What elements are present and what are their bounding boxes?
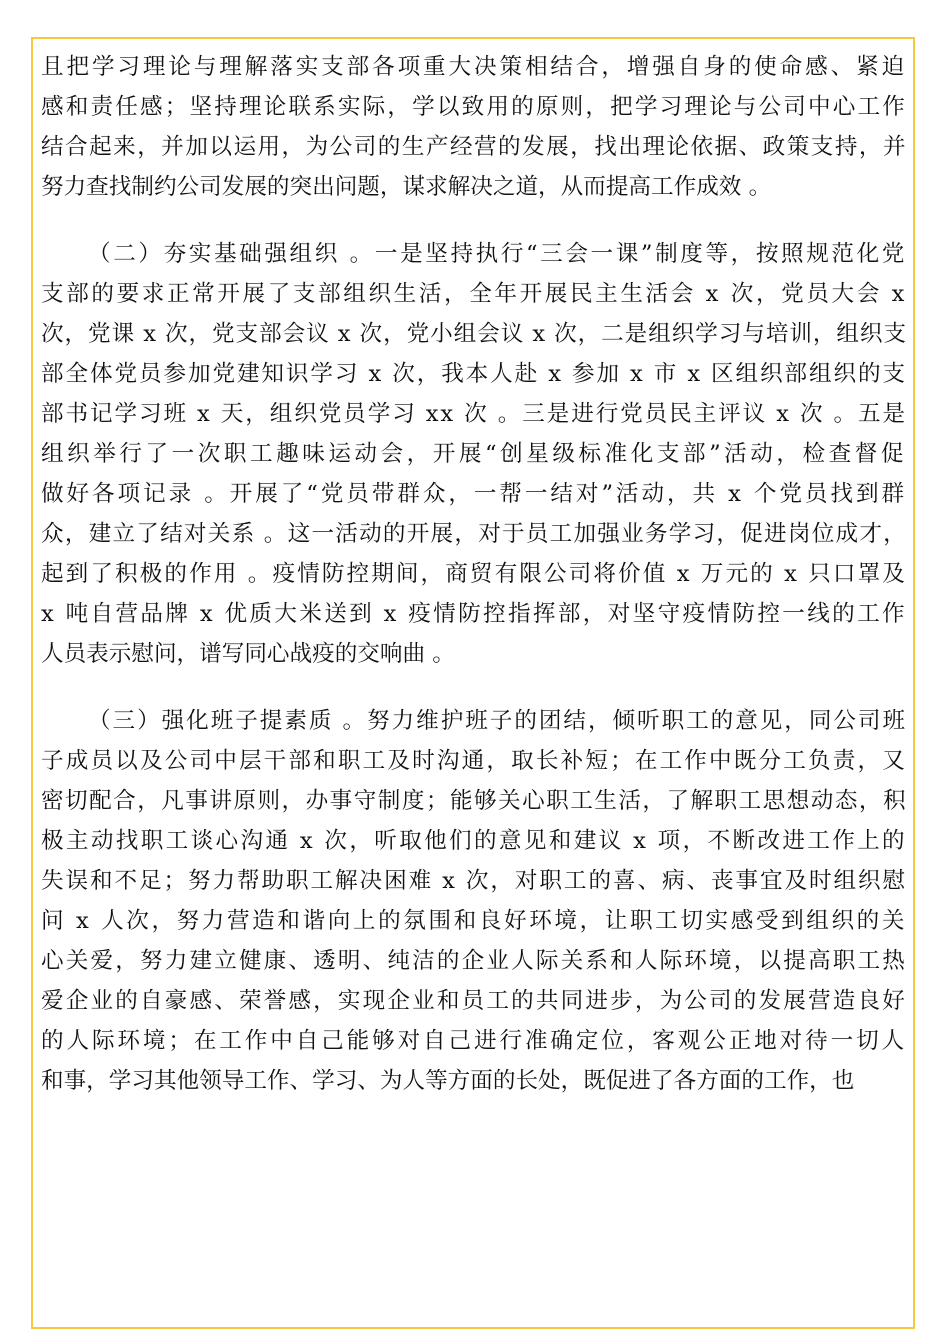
- text-line: 次，党课 x 次，党支部会议 x 次，党小组会议 x 次，二是组织学习与培训，组织支: [41, 321, 907, 347]
- text-line: 的人际环境；在工作中自己能够对自己进行准确定位，客观公正地对待一切人: [41, 1028, 908, 1054]
- text-line: 和事，学习其他领导工作、学习、为人等方面的长处，既促进了各方面的工作，也: [41, 1068, 855, 1094]
- paragraph-section-2: [41, 234, 907, 674]
- paragraph-continuation: [41, 47, 907, 207]
- text-line: 部全体党员参加党建知识学习 x 次，我本人赴 x 参加 x 市 x 区组织部组织的支: [41, 361, 907, 387]
- text-line: 爱企业的自豪感、荣誉感，实现企业和员工的共同进步，为公司的发展营造良好: [41, 988, 907, 1014]
- text-line: 极主动找职工谈心沟通 x 次，听取他们的意见和建议 x 项，不断改进工作上的: [41, 828, 907, 854]
- text-line: 人员表示慰问，谱写同心战疫的交响曲 。: [41, 641, 455, 667]
- text-line: 问 x 人次，努力营造和谐向上的氛围和良好环境，让职工切实感受到组织的关: [41, 908, 908, 934]
- paragraph-section-3: [41, 701, 907, 1101]
- text-line: 且把学习理论与理解落实支部各项重大决策相结合，增强自身的使命感、紧迫: [41, 54, 908, 80]
- text-line: 子成员以及公司中层干部和职工及时沟通，取长补短；在工作中既分工负责，又: [41, 748, 907, 774]
- text-line: 组织举行了一次职工趣味运动会，开展“创星级标准化支部”活动，检查督促: [41, 441, 907, 467]
- text-line: 做好各项记录 。开展了“党员带群众，一帮一结对”活动，共 x 个党员找到群: [41, 481, 907, 507]
- text-line: 部书记学习班 x 天，组织党员学习 xx 次 。三是进行党员民主评议 x 次 。五是: [41, 401, 907, 427]
- text-line: 支部的要求正常开展了支部组织生活，全年开展民主生活会 x 次，党员大会 x: [41, 281, 908, 307]
- text-line: 结合起来，并加以运用，为公司的生产经营的发展，找出理论依据、政策支持，并: [41, 134, 908, 160]
- text-line: 心关爱，努力建立健康、透明、纯洁的企业人际关系和人际环境，以提高职工热: [41, 948, 907, 974]
- text-line: 起到了积极的作用 。疫情防控期间，商贸有限公司将价值 x 万元的 x 只口罩及: [41, 561, 907, 587]
- section-heading-line: （二）夯实基础强组织 。一是坚持执行“三会一课”制度等，按照规范化党: [88, 241, 907, 267]
- section-heading-line: （三）强化班子提素质 。努力维护班子的团结，倾听职工的意见，同公司班: [88, 708, 908, 734]
- text-line: 努力查找制约公司发展的突出问题，谋求解决之道，从而提高工作成效 。: [41, 174, 772, 200]
- text-line: 感和责任感；坚持理论联系实际，学以致用的原则，把学习理论与公司中心工作: [41, 94, 907, 120]
- document-body: [41, 47, 907, 1101]
- text-line: x 吨自营品牌 x 优质大米送到 x 疫情防控指挥部，对坚守疫情防控一线的工作: [41, 601, 907, 627]
- text-line: 失误和不足；努力帮助职工解决困难 x 次，对职工的喜、病、丧事宜及时组织慰: [41, 868, 907, 894]
- text-line: 密切配合，凡事讲原则，办事守制度；能够关心职工生活，了解职工思想动态，积: [41, 788, 908, 814]
- text-line: 众，建立了结对关系 。这一活动的开展，对于员工加强业务学习，促进岗位成才，: [41, 521, 907, 547]
